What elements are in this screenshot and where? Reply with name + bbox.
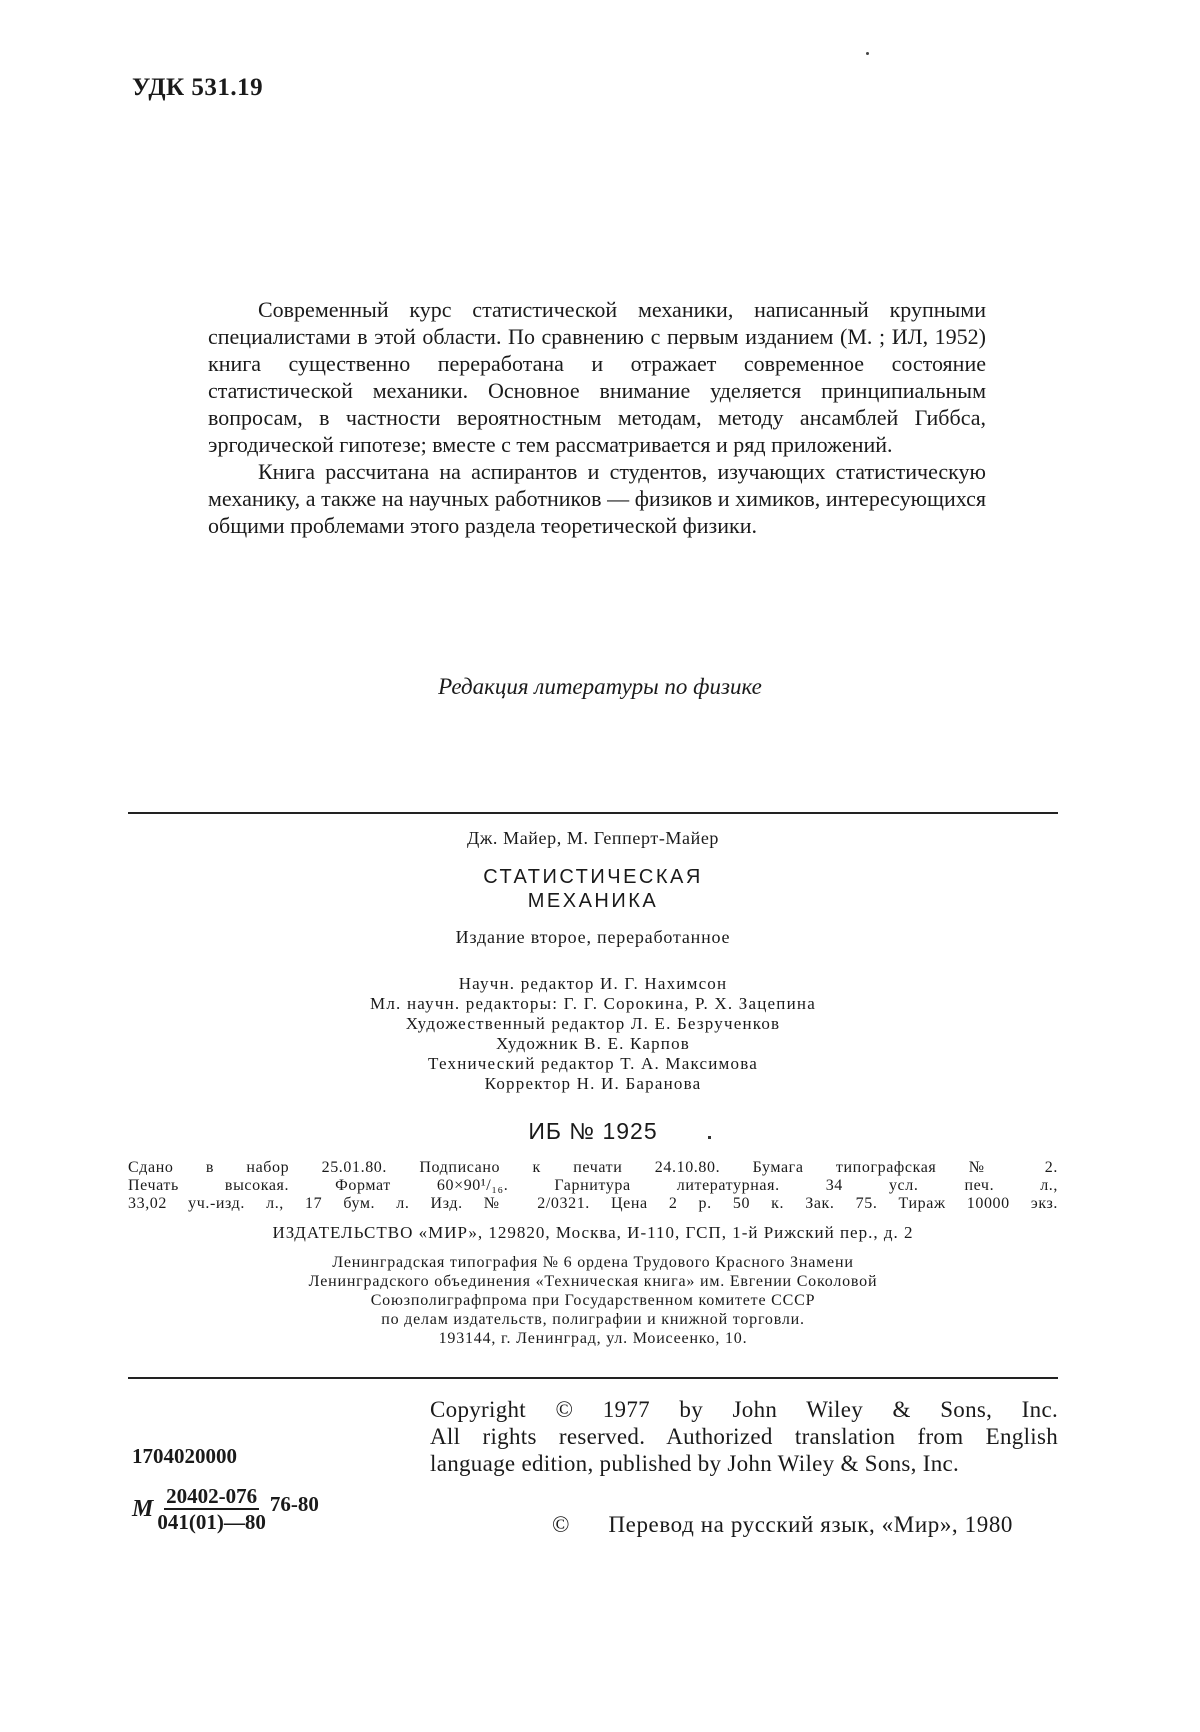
catalog-numerator: 20402-076 [166,1484,258,1508]
staff-line: Художественный редактор Л. Е. Безрученков [405,1014,781,1033]
abstract-paragraph-2: Книга рассчитана на аспирантов и студентов, изучающих статистическую механику, а также на научных работников — физиков и химиков, интересующихся общими проблемами этого раздела теоретической физики. [208,459,986,538]
printer-line: Ленинградского объединения «Техническая книга» им. Евгении Соколовой [308,1273,878,1290]
edition: Издание второе, переработанное [455,927,731,947]
ib-number: ИБ № 1925 [528,1118,658,1144]
copyright-line-1: Copyright © 1977 by John Wiley & Sons, Inc. [430,1397,1058,1422]
udk-code: УДК 531.19 [132,74,264,101]
imprint-block [128,824,1058,1348]
printer-line: 193144, г. Ленинград, ул. Моисеенко, 10. [438,1330,748,1347]
staff-line: Научн. редактор И. Г. Нахимсон [458,974,728,993]
print-speck [708,1136,711,1139]
copyright-symbol-icon: © [552,1512,571,1537]
bottom-divider [128,1377,1058,1379]
translation-copyright [552,1512,1013,1538]
staff-line: Мл. научн. редакторы: Г. Г. Сорокина, Р. Х. Зацепина [370,994,816,1013]
staff-line: Корректор Н. И. Баранова [484,1074,702,1093]
authors: Дж. Майер, М. Гепперт-Майер [466,828,720,848]
translation-text: Перевод на русский язык, «Мир», 1980 [608,1512,1014,1537]
print-speck [866,52,869,55]
printer-info [128,1253,1058,1348]
catalog-fraction-code [132,1484,319,1534]
catalog-fraction [157,1484,266,1534]
title-line-2: МЕХАНИКА [527,890,659,912]
catalog-prefix: М [132,1495,154,1522]
spec-line: 33,02 уч.-изд. л., 17 бум. л. Изд. № 2/0321. Цена 2 р. 50 к. Зак. 75. Тираж 10000 экз. [128,1195,1058,1212]
catalog-number: 1704020000 [132,1444,237,1468]
abstract-paragraph-1: Современный курс статистической механики, написанный крупными специалистами в этой области. По сравнению с первым изданием (М. ; ИЛ, 1952) книга существенно переработана и отражает современное состояние статистической механики. Основное внимание уделяется принципиальным вопросам, в частности вероятностным методам, методу ансамблей Гиббса, эргодической гипотезе; вместе с тем рассматривается и ряд приложений. [208,297,986,457]
printer-line: Ленинградская типография № 6 ордена Трудового Красного Знамени [332,1254,854,1271]
publisher-address: ИЗДАТЕЛЬСТВО «МИР», 129820, Москва, И-110, ГСП, 1-й Рижский пер., д. 2 [272,1223,914,1242]
staff-line: Технический редактор Т. А. Максимова [428,1054,758,1073]
title-line-1: СТАТИСТИЧЕСКАЯ [483,866,703,888]
spec-line: Печать высокая. Формат 60×90¹/₁₆. Гарнитура литературная. 34 усл. печ. л., [128,1177,1058,1194]
staff-list [128,974,1058,1094]
staff-line: Художник В. Е. Карпов [495,1034,691,1053]
catalog-suffix: 76-80 [269,1491,319,1516]
book-title [128,865,1058,913]
editorial-office: Редакция литературы по физике [438,674,762,699]
top-divider [128,812,1058,814]
copyright-line-3: language edition, published by John Wiley & Sons, Inc. [430,1451,960,1476]
printer-line: по делам издательств, полиграфии и книжной торговли. [381,1311,805,1328]
copyright-notice [430,1396,1058,1477]
book-abstract [208,296,986,539]
copyright-line-2: All rights reserved. Authorized translation from English [430,1424,1058,1449]
spec-line: Сдано в набор 25.01.80. Подписано к печати 24.10.80. Бумага типографская № 2. [128,1159,1058,1176]
print-specs [128,1159,1058,1213]
catalog-denominator: 041(01)—80 [157,1510,266,1534]
printer-line: Союзполиграфпрома при Государственном комитете СССР [370,1292,816,1309]
